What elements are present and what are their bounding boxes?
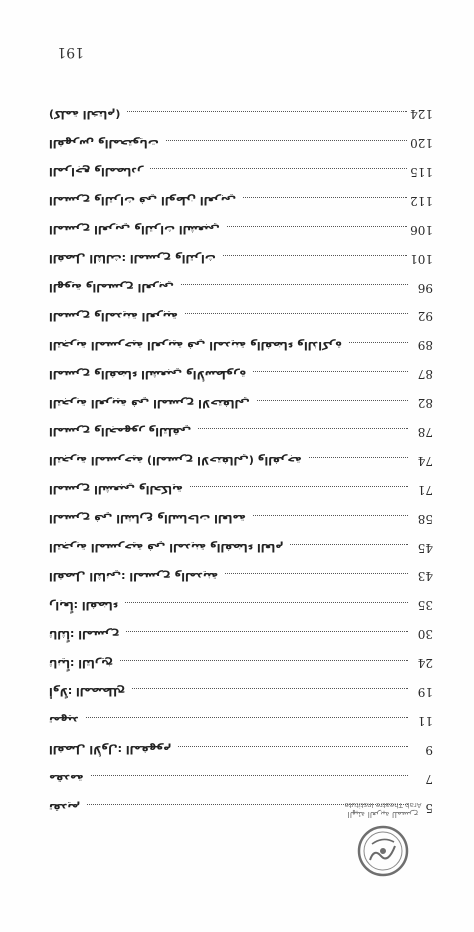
- page-number: 191: [57, 44, 84, 60]
- toc-entry-title: المراجع والمصادر: [49, 165, 144, 179]
- toc-entry-title: التجربة المسرحية في المدينة والفضاء العام: [49, 541, 284, 555]
- toc-dot-leader: [150, 168, 407, 169]
- toc-entry: [49, 562, 433, 591]
- toc-entry-title: المسرح العربي والتراث الشعبي: [49, 223, 220, 237]
- toc-dot-leader: [127, 111, 407, 112]
- toc-entry: [49, 129, 433, 158]
- toc-dot-leader: [253, 371, 408, 372]
- toc-dot-leader: [227, 226, 407, 227]
- toc-entry-page: 82: [417, 396, 433, 411]
- toc-entry: [49, 100, 433, 129]
- toc-dot-leader: [91, 775, 408, 776]
- toc-dot-leader: [198, 428, 408, 429]
- toc-entry: [49, 446, 433, 475]
- toc-dot-leader: [190, 486, 408, 487]
- toc-entry-title: تمهيد: [49, 714, 79, 728]
- toc-entry-title: (كلمة الختام): [49, 107, 121, 121]
- toc-entry: [49, 533, 433, 562]
- toc-entry: [49, 244, 433, 273]
- toc-entry-title: المسرح والجمهور والتلقي: [49, 425, 192, 439]
- toc-entry-title: رابعاً: الفضاء: [49, 598, 119, 612]
- toc-dot-leader: [178, 746, 408, 747]
- toc-entry: [49, 273, 433, 302]
- toc-entry-page: 24: [417, 656, 433, 671]
- toc-entry-title: التجربة المسرحية العربية في المدينة والفضاء والذاكرة: [49, 338, 342, 352]
- toc-entry-title: الفصل الثاني: المسرح والمدينة: [49, 569, 219, 583]
- toc-entry: [49, 158, 433, 187]
- toc-entry: [49, 678, 433, 707]
- toc-entry: [49, 360, 433, 389]
- toc-entry-page: 35: [417, 598, 433, 613]
- toc-entry: [49, 215, 433, 244]
- toc-entry-title: المسرح والمدينة العربية: [49, 309, 178, 323]
- toc-entry-page: 74: [417, 453, 433, 468]
- toc-entry: [49, 302, 433, 331]
- toc-entry-page: 96: [417, 280, 433, 295]
- toc-dot-leader: [223, 255, 407, 256]
- toc-dot-leader: [349, 342, 408, 343]
- toc-entry-title: المسرح في الشارع والساحات العامة: [49, 512, 246, 526]
- toc-dot-leader: [253, 515, 408, 516]
- toc-entry: [49, 186, 433, 215]
- toc-entry: [49, 706, 433, 735]
- toc-entry-page: 101: [410, 251, 433, 266]
- toc-entry-page: 11: [417, 713, 433, 728]
- toc-entry-title: الفصل الثالث: المسرح والتراث: [49, 252, 216, 266]
- toc-dot-leader: [257, 400, 408, 401]
- toc-dot-leader: [126, 631, 408, 632]
- toc-entry: [49, 504, 433, 533]
- toc-entry-page: 58: [417, 511, 433, 526]
- toc-entry-page: 112: [410, 193, 433, 208]
- toc-entry-title: المسرح والتراث في الوطن العربي: [49, 194, 237, 208]
- toc-entry-title: المسرح والفضاء الشعبي والأسطورة: [49, 367, 246, 381]
- toc-entry-page: 92: [417, 309, 433, 324]
- toc-entry-page: 106: [410, 222, 433, 237]
- toc-entry: [49, 591, 433, 620]
- toc-dot-leader: [309, 457, 408, 458]
- toc-entry-page: 5: [425, 800, 433, 815]
- toc-entry-page: 87: [417, 367, 433, 382]
- toc-dot-leader: [225, 573, 408, 574]
- toc-dot-leader: [125, 602, 408, 603]
- toc-entry: [49, 475, 433, 504]
- toc-entry-page: 9: [425, 742, 433, 757]
- toc-entry: [49, 389, 433, 418]
- toc-entry-title: ثانياً: التاريخ: [49, 656, 114, 670]
- toc-entry-page: 120: [410, 136, 433, 151]
- publisher-name-english: Arab Theatre Institute: [344, 801, 422, 809]
- toc-entry-title: الفهرس والمحتويات: [49, 136, 159, 150]
- toc-dot-leader: [86, 717, 408, 718]
- toc-entry-title: المسرح الشعبي والحكاية: [49, 483, 183, 497]
- toc-entry-title: الفصل الأول: المفهوم: [49, 743, 172, 757]
- toc-entry-page: 19: [417, 685, 433, 699]
- toc-entry-page: 115: [410, 164, 433, 179]
- toc-entry: [49, 793, 433, 822]
- toc-dot-leader: [290, 544, 408, 545]
- toc-entry-page: 30: [417, 627, 433, 642]
- toc-entry: [49, 764, 433, 793]
- publisher-name-arabic: الهيئة العربية للمسرح: [347, 810, 419, 819]
- toc-entry-title: التجربة العربية في المسرح الاحتفالي: [49, 396, 250, 410]
- toc-dot-leader: [132, 689, 408, 690]
- toc-entry-title: التجربة المسرحية (المسرح الاحتفالي) والفرجة: [49, 454, 302, 468]
- toc-dot-leader: [87, 804, 408, 805]
- toc-entry-page: 45: [417, 540, 433, 555]
- toc-dot-leader: [166, 140, 407, 141]
- toc-entry: [49, 418, 433, 447]
- toc-entry: [49, 649, 433, 678]
- toc-entry: [49, 331, 433, 360]
- toc-entry-page: 7: [425, 771, 433, 786]
- toc-entry-title: الهوية والمسرح العربي: [49, 281, 174, 295]
- toc-entry-title: أولاً: المصطلح: [49, 685, 126, 699]
- toc-dot-leader: [243, 197, 407, 198]
- toc-dot-leader: [120, 660, 408, 661]
- toc-entry-page: 71: [417, 482, 433, 497]
- toc-entry-page: 124: [410, 107, 433, 122]
- toc-dot-leader: [181, 284, 408, 285]
- publisher-seal-icon: [356, 824, 410, 878]
- toc-entry-title: ثالثاً: المسرح: [49, 627, 120, 641]
- toc-entry-title: تقديم: [49, 801, 81, 815]
- toc-entry-page: 43: [417, 569, 433, 584]
- toc-entry-title: مقدمة: [49, 772, 84, 786]
- toc-dot-leader: [185, 313, 408, 314]
- toc-entry-page: 89: [417, 338, 433, 353]
- table-of-contents: [49, 100, 433, 822]
- toc-entry-page: 78: [417, 424, 433, 439]
- toc-entry: [49, 620, 433, 649]
- toc-entry: [49, 735, 433, 764]
